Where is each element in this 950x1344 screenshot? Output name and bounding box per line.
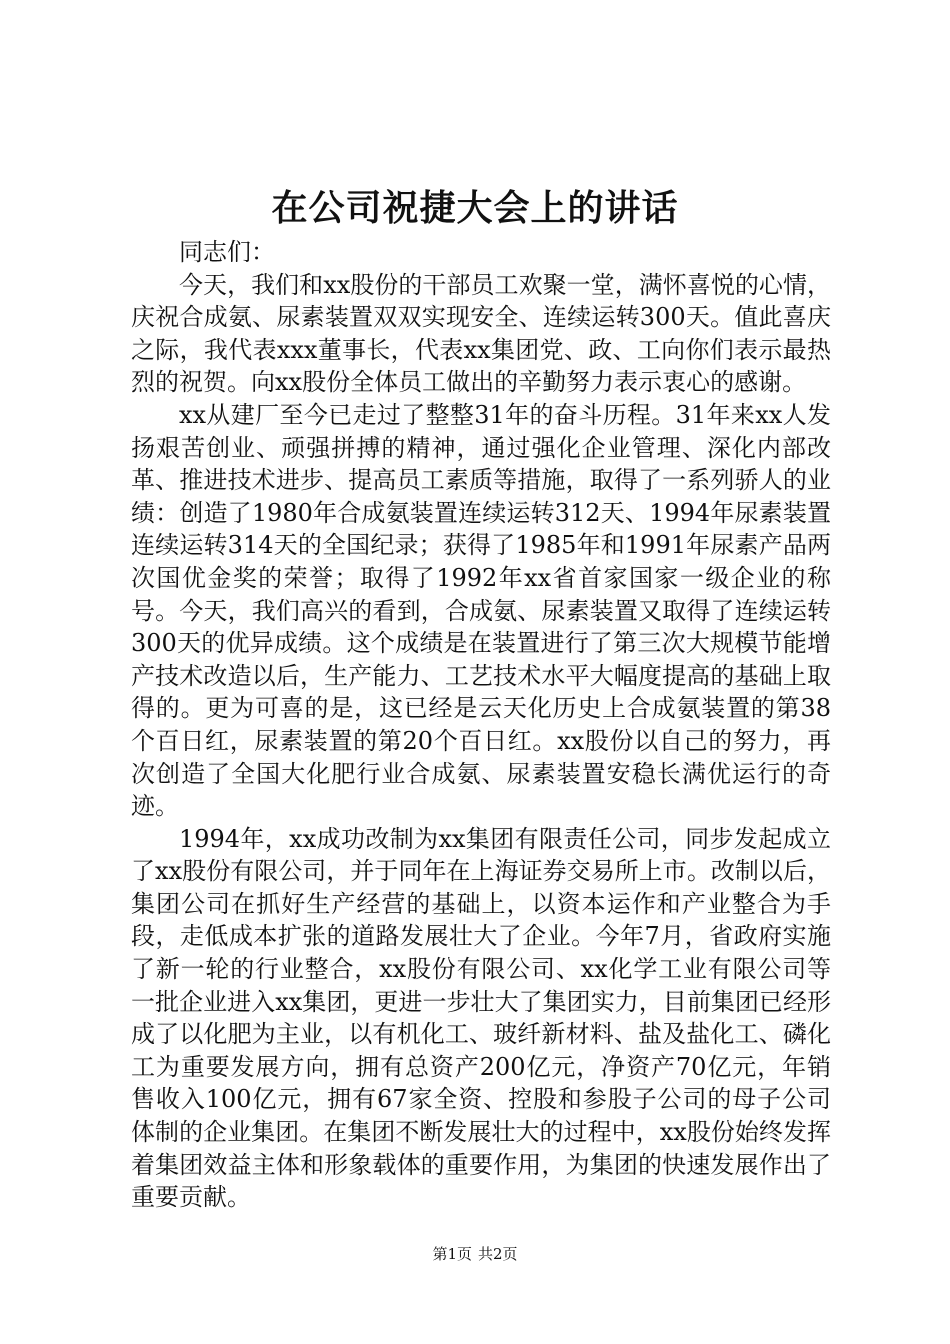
paragraph-3: 1994年，xx成功改制为xx集团有限责任公司，同步发起成立了xx股份有限公司，并于同年在上海证券交易所上市。改制以后，集团公司在抓好生产经营的基础上，以资本运作和产业整合为手段，走低成本扩张的道路发展壮大了企业。今年7月，省政府实施了新一轮的行业整合，xx股份有限公司、xx化学工业有限公司等一批企业进入xx集团，更进一步壮大了集团实力，目前集团已经形成了以化肥为主业，以有机化工、玻纤新材料、盐及盐化工、磷化工为重要发展方向，拥有总资产200亿元，净资产70亿元，年销售收入100亿元，拥有67家全资、控股和参股子公司的母子公司体制的企业集团。在集团不断发展壮大的过程中，xx股份始终发挥着集团效益主体和形象载体的重要作用，为集团的快速发展作出了重要贡献。 (131, 824, 831, 1212)
page-number: 第1页 (432, 1245, 472, 1263)
document-title: 在公司祝捷大会上的讲话 (271, 187, 679, 229)
page-footer (0, 1244, 950, 1264)
salutation: 同志们： (179, 238, 275, 266)
page-total: 共2页 (478, 1245, 518, 1263)
document-body (131, 236, 831, 1214)
paragraph-2: xx从建厂至今已走过了整整31年的奋斗历程。31年来xx人发扬艰苦创业、顽强拼搏的精神，通过强化企业管理、深化内部改革、推进技术进步、提高员工素质等措施，取得了一系列骄人的业绩：创造了1980年合成氨装置连续运转312天、1994年尿素装置连续运转314天的全国纪录；获得了1985年和1991年尿素产品两次国优金奖的荣誉；取得了1992年xx省首家国家一级企业的称号。今天，我们高兴的看到，合成氨、尿素装置又取得了连续运转300天的优异成绩。这个成绩是在装置进行了第三次大规模节能增产技术改造以后，生产能力、工艺技术水平大幅度提高的基础上取得的。更为可喜的是，这已经是云天化历史上合成氨装置的第38个百日红，尿素装置的第20个百日红。xx股份以自己的努力，再次创造了全国大化肥行业合成氨、尿素装置安稳长满优运行的奇迹。 (131, 400, 831, 821)
paragraph-1: 今天，我们和xx股份的干部员工欢聚一堂，满怀喜悦的心情，庆祝合成氨、尿素装置双双实现安全、连续运转300天。值此喜庆之际，我代表xxx董事长，代表xx集团党、政、工向你们表示最热烈的祝贺。向xx股份全体员工做出的辛勤努力表示衷心的感谢。 (131, 270, 831, 397)
